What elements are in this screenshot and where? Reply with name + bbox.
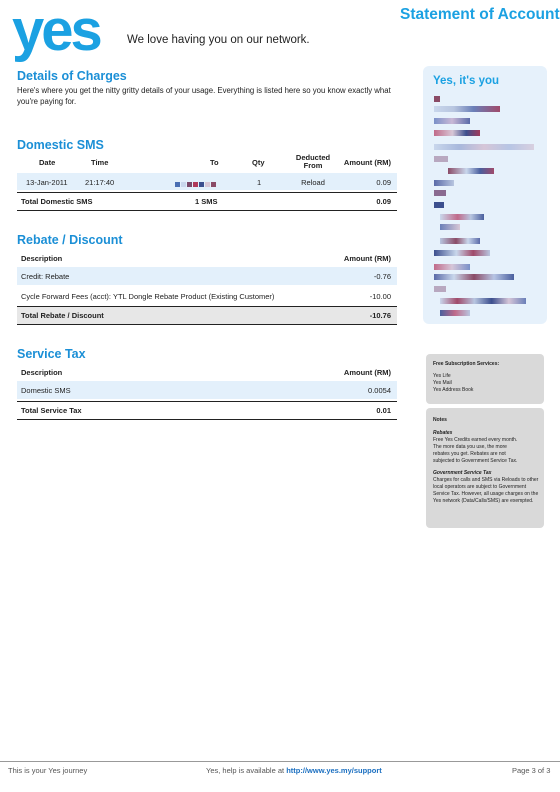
tax-text: Charges for calls and SMS via Reloads to other local operators are subject to Government Service Tax. However, all usage charges on the Yes network (Data/Calls/SMS) are exempted. <box>433 477 539 504</box>
tax-title: Government Service Tax <box>433 470 492 476</box>
total-row <box>17 401 397 420</box>
redacted-customer-details <box>434 94 544 319</box>
total-amount: 0.01 <box>376 406 391 415</box>
col-qty: Qty <box>252 158 265 167</box>
service-tax-table <box>17 364 397 420</box>
details-intro: Here's where you get the nitty gritty details of your usage. Everything is listed here so you know exactly what you're paying for. <box>17 86 391 106</box>
total-row <box>17 306 397 325</box>
row-qty: 1 <box>257 178 262 187</box>
row-amount: 0.0054 <box>368 386 391 395</box>
col-description: Description <box>21 368 63 377</box>
table-header <box>17 154 397 172</box>
footer-help-text: Yes, help is available at <box>206 766 285 775</box>
col-amount: Amount (RM) <box>343 368 391 377</box>
col-to: To <box>210 158 219 167</box>
free-services-title: Free Subscription Services: <box>433 361 500 367</box>
row-time: 21:17:40 <box>85 178 115 187</box>
free-services-box <box>426 354 544 404</box>
page-title: Statement of Account <box>400 6 560 23</box>
row-deducted: Reload <box>301 178 325 187</box>
col-deducted: Deducted From <box>295 153 331 170</box>
table-row <box>17 381 397 399</box>
footer-help <box>206 766 382 775</box>
total-amount: 0.09 <box>376 197 391 206</box>
table-header <box>17 364 397 380</box>
total-label: Total Domestic SMS <box>21 197 93 206</box>
footer-left: This is your Yes journey <box>8 766 88 775</box>
rebates-title: Rebates <box>433 430 453 436</box>
rebate-heading: Rebate / Discount <box>17 233 123 247</box>
col-amount: Amount (RM) <box>343 158 391 167</box>
total-row <box>17 192 397 211</box>
page-number: Page 3 of 3 <box>512 766 551 775</box>
row-date: 13-Jan-2011 <box>26 178 68 187</box>
rebate-table <box>17 250 397 326</box>
total-label: Total Service Tax <box>21 406 82 415</box>
row-amount: -10.00 <box>369 292 391 301</box>
col-time: Time <box>91 158 109 167</box>
row-amount: 0.09 <box>376 178 391 187</box>
redacted-number <box>175 179 217 188</box>
row-description: Cycle Forward Fees (acct): YTL Dongle Rebate Product (Existing Customer) <box>21 292 275 301</box>
svg-text:yes: yes <box>12 4 100 63</box>
col-amount: Amount (RM) <box>343 254 391 263</box>
rebates-text: Free Yes Credits earned every month. The more data you use, the more rebates you get. Rebates are not subjected to Government Service Tax. <box>433 437 518 464</box>
domestic-sms-table <box>17 154 397 210</box>
table-row <box>17 173 397 190</box>
total-amount: -10.76 <box>369 311 391 320</box>
domestic-sms-heading: Domestic SMS <box>17 138 104 152</box>
list-item: Yes Mail <box>433 380 452 386</box>
col-date: Date <box>39 158 56 167</box>
details-heading: Details of Charges <box>17 69 127 83</box>
footer-divider <box>0 761 560 762</box>
list-item: Yes Address Book <box>433 387 474 393</box>
notes-title: Notes <box>433 417 447 423</box>
table-row <box>17 287 397 305</box>
total-qty: 1 SMS <box>195 197 218 206</box>
customer-info-title: Yes, it's you <box>433 75 500 87</box>
service-tax-heading: Service Tax <box>17 347 86 361</box>
row-amount: -0.76 <box>373 272 391 281</box>
notes-box <box>426 408 544 528</box>
tagline: We love having you on our network. <box>127 34 310 46</box>
row-description: Domestic SMS <box>21 386 71 395</box>
total-label: Total Rebate / Discount <box>21 311 104 320</box>
row-description: Credit: Rebate <box>21 272 70 281</box>
col-description: Description <box>21 254 63 263</box>
list-item: Yes Life <box>433 373 451 379</box>
yes-logo <box>12 4 112 64</box>
support-link[interactable]: http://www.yes.my/support <box>286 766 382 775</box>
table-header <box>17 250 397 266</box>
table-row <box>17 267 397 285</box>
